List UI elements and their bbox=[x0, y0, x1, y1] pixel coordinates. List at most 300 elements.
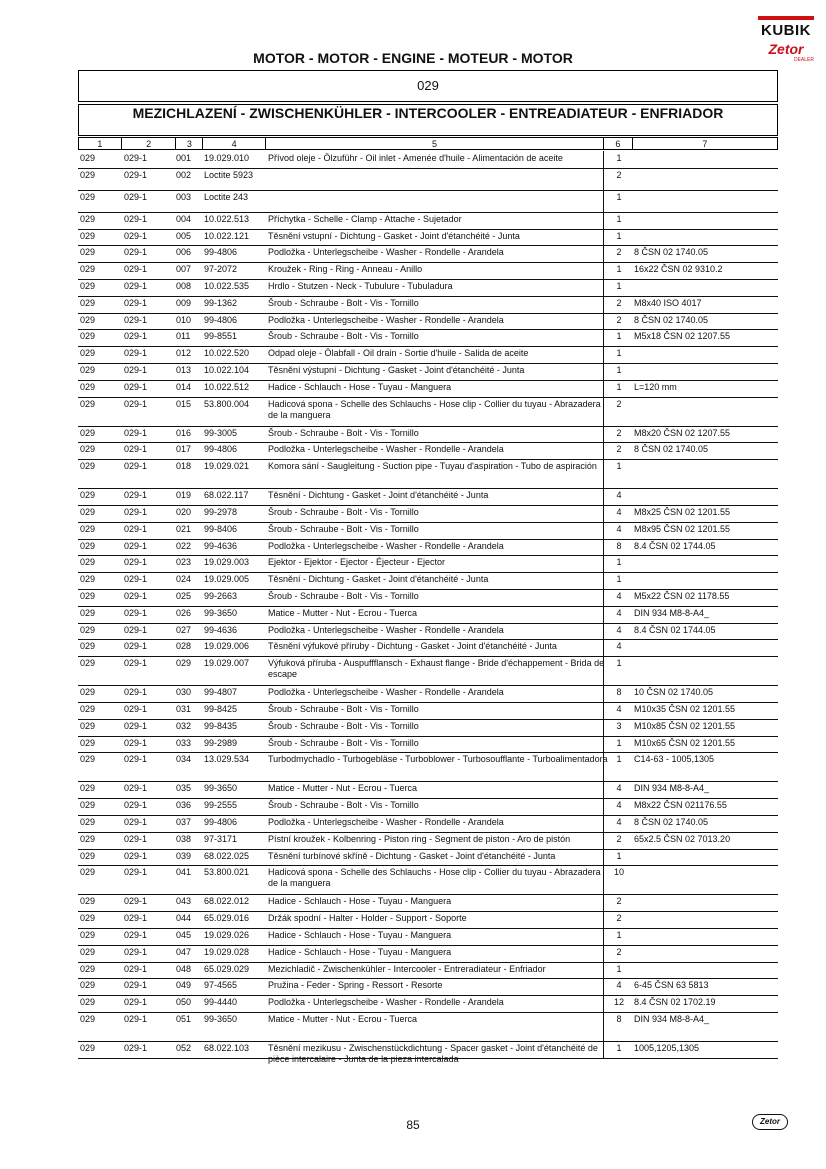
cell-c1: 029 bbox=[80, 507, 96, 517]
cell-c4: 99-2978 bbox=[204, 507, 238, 517]
cell-c4: 99-4806 bbox=[204, 247, 238, 258]
cell-c3: 038 bbox=[176, 833, 192, 844]
cell-c6: 1 bbox=[616, 850, 622, 861]
cell-c6: 4 bbox=[616, 624, 622, 635]
cell-c1: 029 bbox=[80, 737, 96, 748]
cell-c2: 029-1 bbox=[124, 817, 148, 827]
cell-c6: 2 bbox=[616, 427, 622, 438]
cell-c6: 1 bbox=[616, 365, 622, 375]
cell-c5: Odpad oleje - Ölabfall - Oil drain - Sortie d'huile - Salida de aceite bbox=[268, 348, 529, 359]
table-row bbox=[78, 639, 778, 657]
cell-c5: Hadice - Schlauch - Hose - Tuyau - Manguera bbox=[268, 896, 452, 907]
cell-c2: 029-1 bbox=[124, 896, 148, 907]
cell-c2: 029-1 bbox=[124, 331, 148, 342]
cell-c6: 1 bbox=[616, 264, 622, 275]
cell-c4: 68.022.012 bbox=[204, 896, 250, 907]
cell-c2: 029-1 bbox=[124, 980, 148, 991]
cell-c6: 1 bbox=[616, 737, 622, 748]
table-row bbox=[78, 752, 778, 782]
cell-c5: Hadice - Schlauch - Hose - Tuyau - Manguera bbox=[268, 946, 452, 957]
cell-c5: Turbodmychadlo - Turbogebläse - Turboblower - Turbosoufflante - Turboalimentadora bbox=[268, 754, 608, 765]
table-row bbox=[78, 962, 778, 980]
cell-c4: 53.800.021 bbox=[204, 867, 250, 878]
cell-c7: 16x22 ČSN 02 9310.2 bbox=[634, 264, 723, 275]
cell-c1: 029 bbox=[80, 1043, 96, 1053]
cell-c5: Šroub - Schraube - Bolt - Vis - Tornillo bbox=[268, 800, 419, 811]
cell-c6: 1 bbox=[616, 331, 622, 342]
section-code: 029 bbox=[78, 70, 778, 102]
cell-c4: 97-2072 bbox=[204, 264, 238, 275]
cell-c1: 029 bbox=[80, 930, 96, 940]
cell-c7: 10 ČSN 02 1740.05 bbox=[634, 687, 714, 698]
cell-c2: 029-1 bbox=[124, 1014, 148, 1024]
cell-c6: 1 bbox=[616, 153, 622, 163]
cell-c5: Výfuková příruba - Auspuffflansch - Exhaust flange - Bride d'échappement - Brida de escape bbox=[268, 658, 605, 680]
cell-c4: 53.800.004 bbox=[204, 398, 250, 409]
cell-c1: 029 bbox=[80, 658, 96, 669]
cell-c1: 029 bbox=[80, 641, 96, 652]
cell-c4: 19.029.028 bbox=[204, 946, 250, 957]
cell-c1: 029 bbox=[80, 191, 96, 202]
cell-c6: 8 bbox=[616, 687, 622, 698]
cell-c3: 026 bbox=[176, 607, 192, 618]
cell-c2: 029-1 bbox=[124, 557, 148, 568]
cell-c2: 029-1 bbox=[124, 800, 148, 811]
table-row bbox=[78, 832, 778, 850]
cell-c3: 013 bbox=[176, 365, 192, 375]
cell-c6: 4 bbox=[616, 507, 622, 517]
cell-c1: 029 bbox=[80, 867, 96, 878]
cell-c2: 029-1 bbox=[124, 867, 148, 878]
cell-c1: 029 bbox=[80, 946, 96, 957]
cell-c1: 029 bbox=[80, 963, 96, 974]
cell-c2: 029-1 bbox=[124, 574, 148, 585]
cell-c2: 029-1 bbox=[124, 264, 148, 275]
cell-c6: 8 bbox=[616, 1014, 622, 1024]
table-row bbox=[78, 363, 778, 381]
cell-c2: 029-1 bbox=[124, 213, 148, 224]
table-row bbox=[78, 212, 778, 230]
cell-c5: Podložka - Unterlegscheibe - Washer - Rondelle - Arandela bbox=[268, 247, 504, 258]
cell-c1: 029 bbox=[80, 398, 96, 409]
cell-c1: 029 bbox=[80, 381, 96, 392]
cell-c6: 10 bbox=[613, 867, 624, 878]
cell-c7: 8.4 ČSN 02 1744.05 bbox=[634, 540, 716, 551]
cell-c4: 68.022.117 bbox=[204, 490, 249, 501]
cell-c2: 029-1 bbox=[124, 247, 148, 258]
cell-c7: M10x35 ČSN 02 1201.55 bbox=[634, 704, 736, 714]
cell-c3: 007 bbox=[176, 264, 192, 275]
cell-c6: 1 bbox=[616, 381, 622, 392]
cell-c3: 043 bbox=[176, 896, 192, 907]
cell-c3: 028 bbox=[176, 641, 192, 652]
cell-c5: Ejektor - Ejektor - Ejector - Éjecteur - Ejector bbox=[268, 557, 446, 568]
table-row bbox=[78, 488, 778, 506]
cell-c4: 10.022.535 bbox=[204, 281, 250, 291]
cell-c2: 029-1 bbox=[124, 365, 148, 375]
cell-c3: 025 bbox=[176, 591, 192, 601]
table-row bbox=[78, 736, 778, 754]
cell-c5: Šroub - Schraube - Bolt - Vis - Tornillo bbox=[268, 737, 419, 748]
cell-c5: Podložka - Unterlegscheibe - Washer - Rondelle - Arandela bbox=[268, 997, 504, 1008]
cell-c2: 029-1 bbox=[124, 754, 148, 765]
table-row bbox=[78, 685, 778, 703]
table-row bbox=[78, 911, 778, 929]
column-header: 7 bbox=[632, 138, 777, 150]
cell-c4: 65.029.016 bbox=[204, 913, 250, 924]
column-header: 5 bbox=[265, 138, 603, 150]
cell-c5: Mezichladič - Zwischenkühler - Intercooler - Entreradiateur - Enfriador bbox=[268, 963, 546, 974]
cell-c3: 015 bbox=[176, 398, 192, 409]
cell-c5: Těsnění turbínové skříně - Dichtung - Gasket - Joint d'étanchéité - Junta bbox=[268, 850, 556, 861]
cell-c1: 029 bbox=[80, 783, 96, 794]
cell-c4: 99-2555 bbox=[204, 800, 238, 811]
cell-c7: DIN 934 M8-8-A4_ bbox=[634, 783, 710, 794]
cell-c5: Přívod oleje - Ölzuführ - Oil inlet - Amenée d'huile - Alimentación de aceite bbox=[268, 153, 563, 163]
table-row bbox=[78, 1012, 778, 1042]
cell-c6: 1 bbox=[616, 230, 622, 241]
cell-c6: 2 bbox=[616, 946, 622, 957]
cell-c2: 029-1 bbox=[124, 946, 148, 957]
cell-c6: 2 bbox=[616, 297, 622, 308]
cell-c5: Podložka - Unterlegscheibe - Washer - Rondelle - Arandela bbox=[268, 314, 504, 325]
cell-c3: 017 bbox=[176, 444, 192, 455]
cell-c7: M8x95 ČSN 02 1201.55 bbox=[634, 523, 731, 534]
cell-c6: 8 bbox=[616, 540, 622, 551]
cell-c4: 99-4636 bbox=[204, 540, 238, 551]
cell-c5: Hadicová spona - Schelle des Schlauchs - Hose clip - Collier du tuyau - Abrazadera de la manguera bbox=[268, 398, 601, 420]
cell-c2: 029-1 bbox=[124, 963, 148, 974]
cell-c4: 10.022.104 bbox=[204, 365, 250, 375]
cell-c2: 029-1 bbox=[124, 191, 148, 202]
cell-c6: 1 bbox=[616, 461, 622, 472]
cell-c4: 99-8425 bbox=[204, 704, 238, 714]
dealer-label: DEALER bbox=[793, 57, 814, 63]
cell-c4: 99-8551 bbox=[204, 331, 238, 342]
column-header: 3 bbox=[176, 138, 203, 150]
cell-c2: 029-1 bbox=[124, 444, 148, 455]
cell-c2: 029-1 bbox=[124, 833, 148, 844]
cell-c3: 032 bbox=[176, 720, 192, 731]
cell-c1: 029 bbox=[80, 348, 96, 359]
table-row bbox=[78, 978, 778, 996]
cell-c1: 029 bbox=[80, 833, 96, 844]
cell-c7: M10x65 ČSN 02 1201.55 bbox=[634, 737, 736, 748]
cell-c4: 99-4806 bbox=[204, 314, 238, 325]
cell-c3: 010 bbox=[176, 314, 192, 325]
cell-c6: 1 bbox=[616, 213, 622, 224]
cell-c2: 029-1 bbox=[124, 641, 148, 652]
cell-c2: 029-1 bbox=[124, 913, 148, 924]
cell-c5: Podložka - Unterlegscheibe - Washer - Rondelle - Arandela bbox=[268, 687, 504, 698]
cell-c4: 10.022.520 bbox=[204, 348, 250, 359]
cell-c3: 029 bbox=[176, 658, 192, 669]
cell-c1: 029 bbox=[80, 444, 96, 455]
cell-c2: 029-1 bbox=[124, 624, 148, 635]
cell-c6: 4 bbox=[616, 800, 622, 811]
cell-c1: 029 bbox=[80, 264, 96, 275]
cell-c6: 4 bbox=[616, 607, 622, 618]
cell-c3: 008 bbox=[176, 281, 192, 291]
cell-c5: Hadice - Schlauch - Hose - Tuyau - Manguera bbox=[268, 930, 452, 940]
cell-c3: 005 bbox=[176, 230, 192, 241]
zetor-wordmark: Zetor bbox=[768, 41, 804, 57]
table-row bbox=[78, 229, 778, 247]
cell-c1: 029 bbox=[80, 169, 96, 180]
table-row bbox=[78, 606, 778, 624]
column-header: 1 bbox=[79, 138, 122, 150]
cell-c6: 4 bbox=[616, 817, 622, 827]
cell-c4: 68.022.103 bbox=[204, 1043, 250, 1053]
cell-c3: 024 bbox=[176, 574, 192, 585]
cell-c4: 99-8406 bbox=[204, 523, 238, 534]
cell-c3: 020 bbox=[176, 507, 192, 517]
cell-c6: 1 bbox=[616, 574, 622, 585]
cell-c1: 029 bbox=[80, 153, 96, 163]
cell-c4: 19.029.021 bbox=[204, 461, 250, 472]
table-row bbox=[78, 329, 778, 347]
cell-c4: 10.022.513 bbox=[204, 213, 250, 224]
cell-c5: Kroužek - Ring - Ring - Anneau - Anillo bbox=[268, 264, 423, 275]
cell-c5: Držák spodní - Halter - Holder - Support - Soporte bbox=[268, 913, 467, 924]
cell-c6: 2 bbox=[616, 833, 622, 844]
cell-c4: 99-1362 bbox=[204, 297, 238, 308]
cell-c5: Hadicová spona - Schelle des Schlauchs - Hose clip - Collier du tuyau - Abrazadera de la manguera bbox=[268, 867, 601, 889]
cell-c3: 006 bbox=[176, 247, 192, 258]
cell-c3: 047 bbox=[176, 946, 192, 957]
table-row bbox=[78, 849, 778, 867]
table-row bbox=[78, 555, 778, 573]
table-row bbox=[78, 589, 778, 607]
cell-c2: 029-1 bbox=[124, 297, 148, 308]
column-header: 6 bbox=[603, 138, 632, 150]
cell-c3: 027 bbox=[176, 624, 192, 635]
cell-c6: 1 bbox=[616, 557, 622, 568]
cell-c4: 19.029.006 bbox=[204, 641, 250, 652]
cell-c7: 8.4 ČSN 02 1702.19 bbox=[634, 997, 716, 1008]
table-row bbox=[78, 815, 778, 833]
cell-c5: Šroub - Schraube - Bolt - Vis - Tornillo bbox=[268, 720, 419, 731]
cell-c5: Těsnění výfukové příruby - Dichtung - Gasket - Joint d'étanchéité - Junta bbox=[268, 641, 557, 652]
cell-c4: Loctite 5923 bbox=[204, 169, 254, 180]
cell-c3: 052 bbox=[176, 1043, 192, 1053]
cell-c1: 029 bbox=[80, 331, 96, 342]
cell-c4: 65.029.029 bbox=[204, 963, 250, 974]
cell-c1: 029 bbox=[80, 687, 96, 698]
table-row bbox=[78, 442, 778, 460]
cell-c4: 99-4806 bbox=[204, 817, 238, 827]
cell-c1: 029 bbox=[80, 281, 96, 291]
cell-c7: M8x20 ČSN 02 1207.55 bbox=[634, 427, 731, 438]
cell-c5: Šroub - Schraube - Bolt - Vis - Tornillo bbox=[268, 507, 419, 517]
cell-c1: 029 bbox=[80, 490, 96, 501]
table-row bbox=[78, 245, 778, 263]
cell-c1: 029 bbox=[80, 213, 96, 224]
cell-c7: 8 ČSN 02 1740.05 bbox=[634, 314, 709, 325]
cell-c3: 014 bbox=[176, 381, 192, 392]
column-header: 4 bbox=[203, 138, 266, 150]
cell-c6: 2 bbox=[616, 314, 622, 325]
cell-c6: 2 bbox=[616, 896, 622, 907]
cell-c7: M8x25 ČSN 02 1201.55 bbox=[634, 507, 731, 517]
cell-c3: 023 bbox=[176, 557, 192, 568]
cell-c2: 029-1 bbox=[124, 720, 148, 731]
cell-c4: 19.029.003 bbox=[204, 557, 250, 568]
cell-c7: M5x18 ČSN 02 1207.55 bbox=[634, 331, 731, 342]
cell-c1: 029 bbox=[80, 1014, 96, 1024]
cell-c1: 029 bbox=[80, 754, 96, 765]
table-row bbox=[78, 928, 778, 946]
cell-c2: 029-1 bbox=[124, 997, 148, 1008]
cell-c2: 029-1 bbox=[124, 281, 148, 291]
cell-c6: 2 bbox=[616, 444, 622, 455]
cell-c6: 2 bbox=[616, 247, 622, 258]
cell-c2: 029-1 bbox=[124, 704, 148, 714]
cell-c1: 029 bbox=[80, 607, 96, 618]
cell-c6: 4 bbox=[616, 783, 622, 794]
cell-c6: 4 bbox=[616, 523, 622, 534]
cell-c1: 029 bbox=[80, 913, 96, 924]
column-header-row bbox=[78, 137, 778, 150]
cell-c5: Podložka - Unterlegscheibe - Washer - Rondelle - Arandela bbox=[268, 444, 504, 455]
cell-c7: 1005,1205,1305 bbox=[634, 1043, 700, 1053]
cell-c2: 029-1 bbox=[124, 687, 148, 698]
table-row bbox=[78, 426, 778, 444]
cell-c3: 003 bbox=[176, 191, 192, 202]
cell-c5: Těsnění - Dichtung - Gasket - Joint d'étanchéité - Junta bbox=[268, 490, 489, 501]
cell-c4: 19.029.007 bbox=[204, 658, 250, 669]
cell-c1: 029 bbox=[80, 557, 96, 568]
cell-c1: 029 bbox=[80, 720, 96, 731]
cell-c2: 029-1 bbox=[124, 169, 148, 180]
cell-c3: 012 bbox=[176, 348, 192, 359]
cell-c2: 029-1 bbox=[124, 1043, 148, 1053]
cell-c6: 4 bbox=[616, 490, 622, 501]
cell-c6: 1 bbox=[616, 658, 622, 669]
cell-c7: DIN 934 M8-8-A4_ bbox=[634, 607, 710, 618]
cell-c4: 19.029.026 bbox=[204, 930, 250, 940]
cell-c1: 029 bbox=[80, 591, 96, 601]
cell-c5: Těsnění výstupní - Dichtung - Gasket - Joint d'étanchéité - Junta bbox=[268, 365, 525, 375]
cell-c5: Matice - Mutter - Nut - Ecrou - Tuerca bbox=[268, 1014, 418, 1024]
table-row bbox=[78, 702, 778, 720]
cell-c2: 029-1 bbox=[124, 314, 148, 325]
cell-c2: 029-1 bbox=[124, 381, 148, 392]
cell-c1: 029 bbox=[80, 314, 96, 325]
column-header: 2 bbox=[121, 138, 176, 150]
cell-c3: 045 bbox=[176, 930, 192, 940]
table-row bbox=[78, 313, 778, 331]
table-row bbox=[78, 522, 778, 540]
table-row bbox=[78, 894, 778, 912]
column-divider bbox=[603, 190, 604, 212]
cell-c4: 97-3171 bbox=[204, 833, 238, 844]
cell-c6: 2 bbox=[616, 169, 622, 180]
cell-c4: 68.022.025 bbox=[204, 850, 250, 861]
cell-c5: Šroub - Schraube - Bolt - Vis - Tornillo bbox=[268, 591, 419, 601]
cell-c2: 029-1 bbox=[124, 783, 148, 794]
cell-c1: 029 bbox=[80, 574, 96, 585]
cell-c4: 99-3005 bbox=[204, 427, 238, 438]
cell-c7: 8.4 ČSN 02 1744.05 bbox=[634, 624, 716, 635]
table-row bbox=[78, 945, 778, 963]
cell-c1: 029 bbox=[80, 980, 96, 991]
cell-c7: DIN 934 M8-8-A4_ bbox=[634, 1014, 710, 1024]
table-row bbox=[78, 719, 778, 737]
cell-c7: L=120 mm bbox=[634, 381, 677, 392]
cell-c4: 10.022.512 bbox=[204, 381, 250, 392]
cell-c2: 029-1 bbox=[124, 540, 148, 551]
cell-c2: 029-1 bbox=[124, 153, 148, 163]
cell-c6: 4 bbox=[616, 980, 622, 991]
cell-c5: Podložka - Unterlegscheibe - Washer - Rondelle - Arandela bbox=[268, 817, 504, 827]
cell-c5: Šroub - Schraube - Bolt - Vis - Tornillo bbox=[268, 704, 419, 714]
cell-c7: 8 ČSN 02 1740.05 bbox=[634, 444, 709, 455]
cell-c1: 029 bbox=[80, 997, 96, 1008]
cell-c2: 029-1 bbox=[124, 348, 148, 359]
cell-c5: Těsnění - Dichtung - Gasket - Joint d'étanchéité - Junta bbox=[268, 574, 489, 585]
cell-c3: 048 bbox=[176, 963, 192, 974]
cell-c4: 19.029.010 bbox=[204, 153, 250, 163]
cell-c1: 029 bbox=[80, 540, 96, 551]
cell-c4: 97-4565 bbox=[204, 980, 238, 991]
cell-c4: 99-3650 bbox=[204, 783, 238, 794]
cell-c6: 1 bbox=[616, 963, 622, 974]
cell-c5: Pístní kroužek - Kolbenring - Piston ring - Segment de piston - Aro de pistón bbox=[268, 833, 571, 844]
cell-c1: 029 bbox=[80, 704, 96, 714]
cell-c3: 039 bbox=[176, 850, 192, 861]
table-row bbox=[78, 262, 778, 280]
cell-c6: 1 bbox=[616, 1043, 622, 1053]
cell-c7: M8x22 ČSN 021176.55 bbox=[634, 800, 727, 811]
cell-c1: 029 bbox=[80, 365, 96, 375]
cell-c4: 99-4636 bbox=[204, 624, 238, 635]
cell-c2: 029-1 bbox=[124, 930, 148, 940]
cell-c3: 049 bbox=[176, 980, 192, 991]
table-row bbox=[78, 168, 778, 191]
cell-c5: Těsnění mezikusu - Zwischenstückdichtung - Spacer gasket - Joint d'étanchéité de pièce intercalaire - Junta de la pieza intercalada bbox=[268, 1043, 598, 1064]
cell-c6: 1 bbox=[616, 930, 622, 940]
cell-c6: 1 bbox=[616, 348, 622, 359]
table-row bbox=[78, 459, 778, 489]
cell-c2: 029-1 bbox=[124, 658, 148, 669]
cell-c3: 019 bbox=[176, 490, 192, 501]
cell-c1: 029 bbox=[80, 896, 96, 907]
cell-c3: 033 bbox=[176, 737, 192, 748]
cell-c4: 99-4440 bbox=[204, 997, 238, 1008]
cell-c7: 65x2.5 ČSN 02 7013.20 bbox=[634, 833, 731, 844]
cell-c1: 029 bbox=[80, 230, 96, 241]
zetor-badge: Zetor bbox=[752, 1114, 788, 1130]
cell-c3: 030 bbox=[176, 687, 192, 698]
cell-c3: 016 bbox=[176, 427, 192, 438]
cell-c2: 029-1 bbox=[124, 607, 148, 618]
cell-c5: Hadice - Schlauch - Hose - Tuyau - Manguera bbox=[268, 381, 452, 392]
cell-c3: 021 bbox=[176, 523, 192, 534]
cell-c2: 029-1 bbox=[124, 850, 148, 861]
table-row bbox=[78, 151, 778, 169]
cell-c4: 99-3650 bbox=[204, 1014, 238, 1024]
cell-c6: 3 bbox=[616, 720, 622, 731]
cell-c2: 029-1 bbox=[124, 591, 148, 601]
table-row bbox=[78, 397, 778, 427]
table-row bbox=[78, 572, 778, 590]
cell-c5: Pružina - Feder - Spring - Ressort - Resorte bbox=[268, 980, 443, 991]
cell-c5: Těsnění vstupní - Dichtung - Gasket - Joint d'étanchéité - Junta bbox=[268, 230, 520, 241]
table-row bbox=[78, 623, 778, 641]
cell-c7: 6-45 ČSN 63 5813 bbox=[634, 980, 709, 991]
cell-c7: 8 ČSN 02 1740.05 bbox=[634, 247, 709, 258]
